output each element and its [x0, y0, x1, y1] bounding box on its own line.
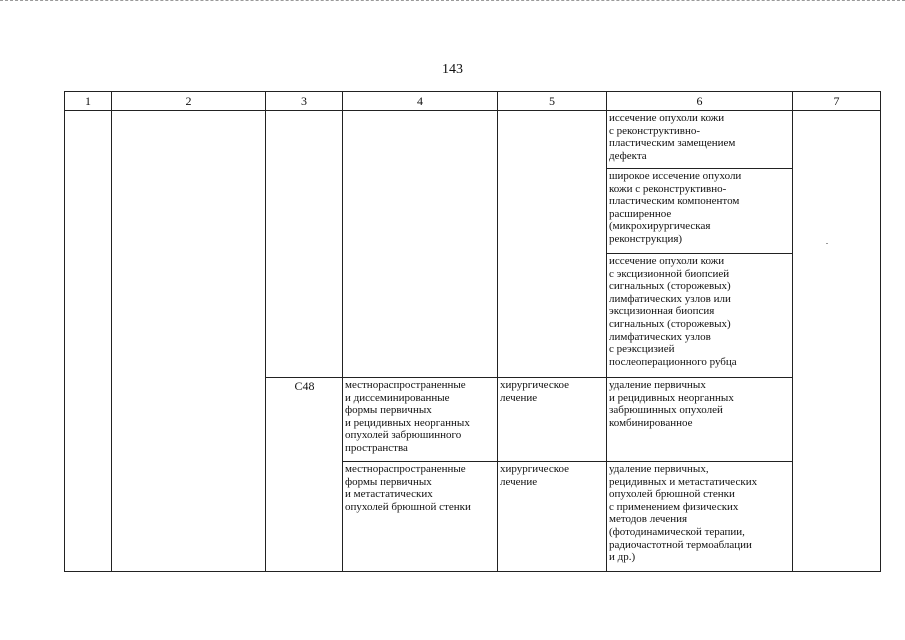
column-header-2: 2 [112, 92, 266, 111]
column-header-4: 4 [343, 92, 498, 111]
cell-col7-continued [793, 111, 881, 572]
scan-speck [826, 243, 828, 244]
cell-treatment-method: широкое иссечение опухоли кожи с реконструктивно- пластическим компонентом расширенное (микрохирургическая реконструкция) [607, 169, 793, 254]
page-number: 143 [442, 62, 463, 77]
medical-procedures-table [64, 91, 881, 572]
table-header-row [65, 92, 881, 111]
cell-treatment-type: хирургическое лечение [498, 462, 607, 572]
cell-diagnosis: местнораспространенные формы первичных и метастатических опухолей брюшной стенки [343, 462, 498, 572]
cell-treatment-method: удаление первичных, рецидивных и метастатических опухолей брюшной стенки с применением физических методов лечения (фотодинамической терапии, радиочастотной термоаблации и др.) [607, 462, 793, 572]
cell-treatment-type: хирургическое лечение [498, 378, 607, 462]
cell-treatment-method: удаление первичных и рецидивных неорганных забрюшинных опухолей комбинированное [607, 378, 793, 462]
column-header-1: 1 [65, 92, 112, 111]
column-header-5: 5 [498, 92, 607, 111]
cell-diagnosis: местнораспространенные и диссеминированные формы первичных и рецидивных неорганных опухолей забрюшинного пространства [343, 378, 498, 462]
cell-col3-continued [266, 111, 343, 378]
column-header-6: 6 [607, 92, 793, 111]
cell-col5-continued [498, 111, 607, 378]
column-header-7: 7 [793, 92, 881, 111]
cell-icd-code: C48 [266, 378, 343, 572]
cell-col4-continued [343, 111, 498, 378]
top-edge-rule [0, 0, 905, 4]
cell-col2-continued [112, 111, 266, 572]
column-header-3: 3 [266, 92, 343, 111]
table-row [65, 111, 881, 169]
cell-treatment-method: иссечение опухоли кожи с реконструктивно- пластическим замещением дефекта [607, 111, 793, 169]
cell-col1-continued [65, 111, 112, 572]
cell-treatment-method: иссечение опухоли кожи с эксцизионной биопсией сигнальных (сторожевых) лимфатических узлов или эксцизионная биопсия сигнальных (сторожевых) лимфатических узлов с реэксцизией послеоперационного рубца [607, 254, 793, 378]
